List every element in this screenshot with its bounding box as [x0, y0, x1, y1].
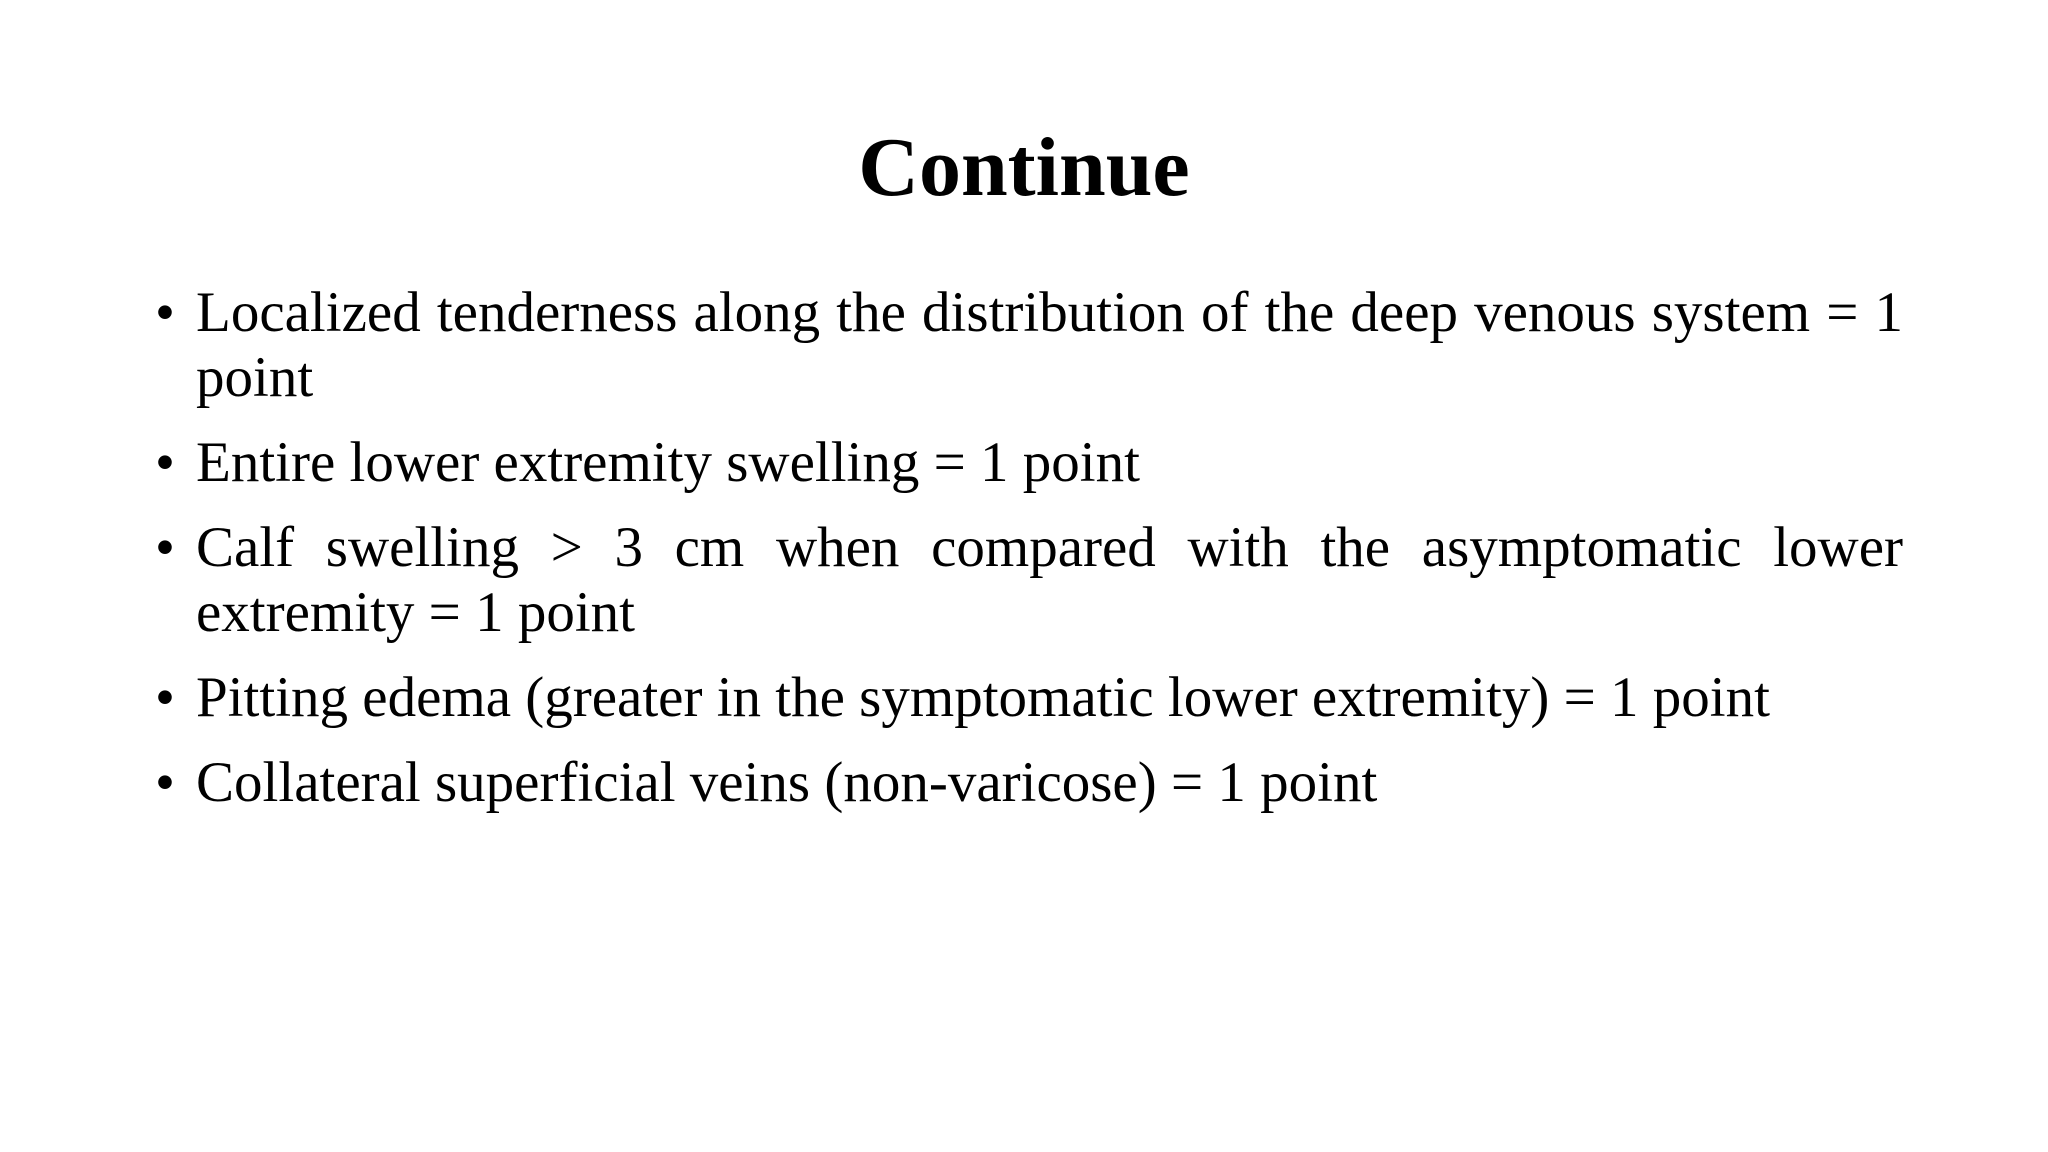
bullet-text: Calf swelling > 3 cm when compared with the asymptomatic lower extremity = 1 point [196, 516, 1903, 644]
bullet-icon: • [155, 281, 175, 344]
bullet-icon: • [155, 666, 175, 729]
bullet-text: Collateral superficial veins (non-varicose) = 1 point [196, 751, 1378, 814]
bullet-text: Pitting edema (greater in the symptomatic lower extremity) = 1 point [196, 666, 1770, 729]
slide-title: Continue [858, 121, 1190, 214]
bullet-item-entire-swelling [155, 430, 1903, 495]
bullet-item-collateral-veins [155, 750, 1903, 815]
bullet-list [155, 280, 1903, 835]
bullet-icon: • [155, 431, 175, 494]
bullet-item-tenderness [155, 280, 1903, 410]
bullet-icon: • [155, 751, 175, 814]
bullet-icon: • [155, 516, 175, 579]
bullet-text: Entire lower extremity swelling = 1 point [196, 431, 1140, 494]
bullet-item-pitting-edema [155, 665, 1903, 730]
bullet-text: Localized tenderness along the distribution of the deep venous system = 1 point [196, 281, 1903, 409]
bullet-item-calf-swelling [155, 515, 1903, 645]
